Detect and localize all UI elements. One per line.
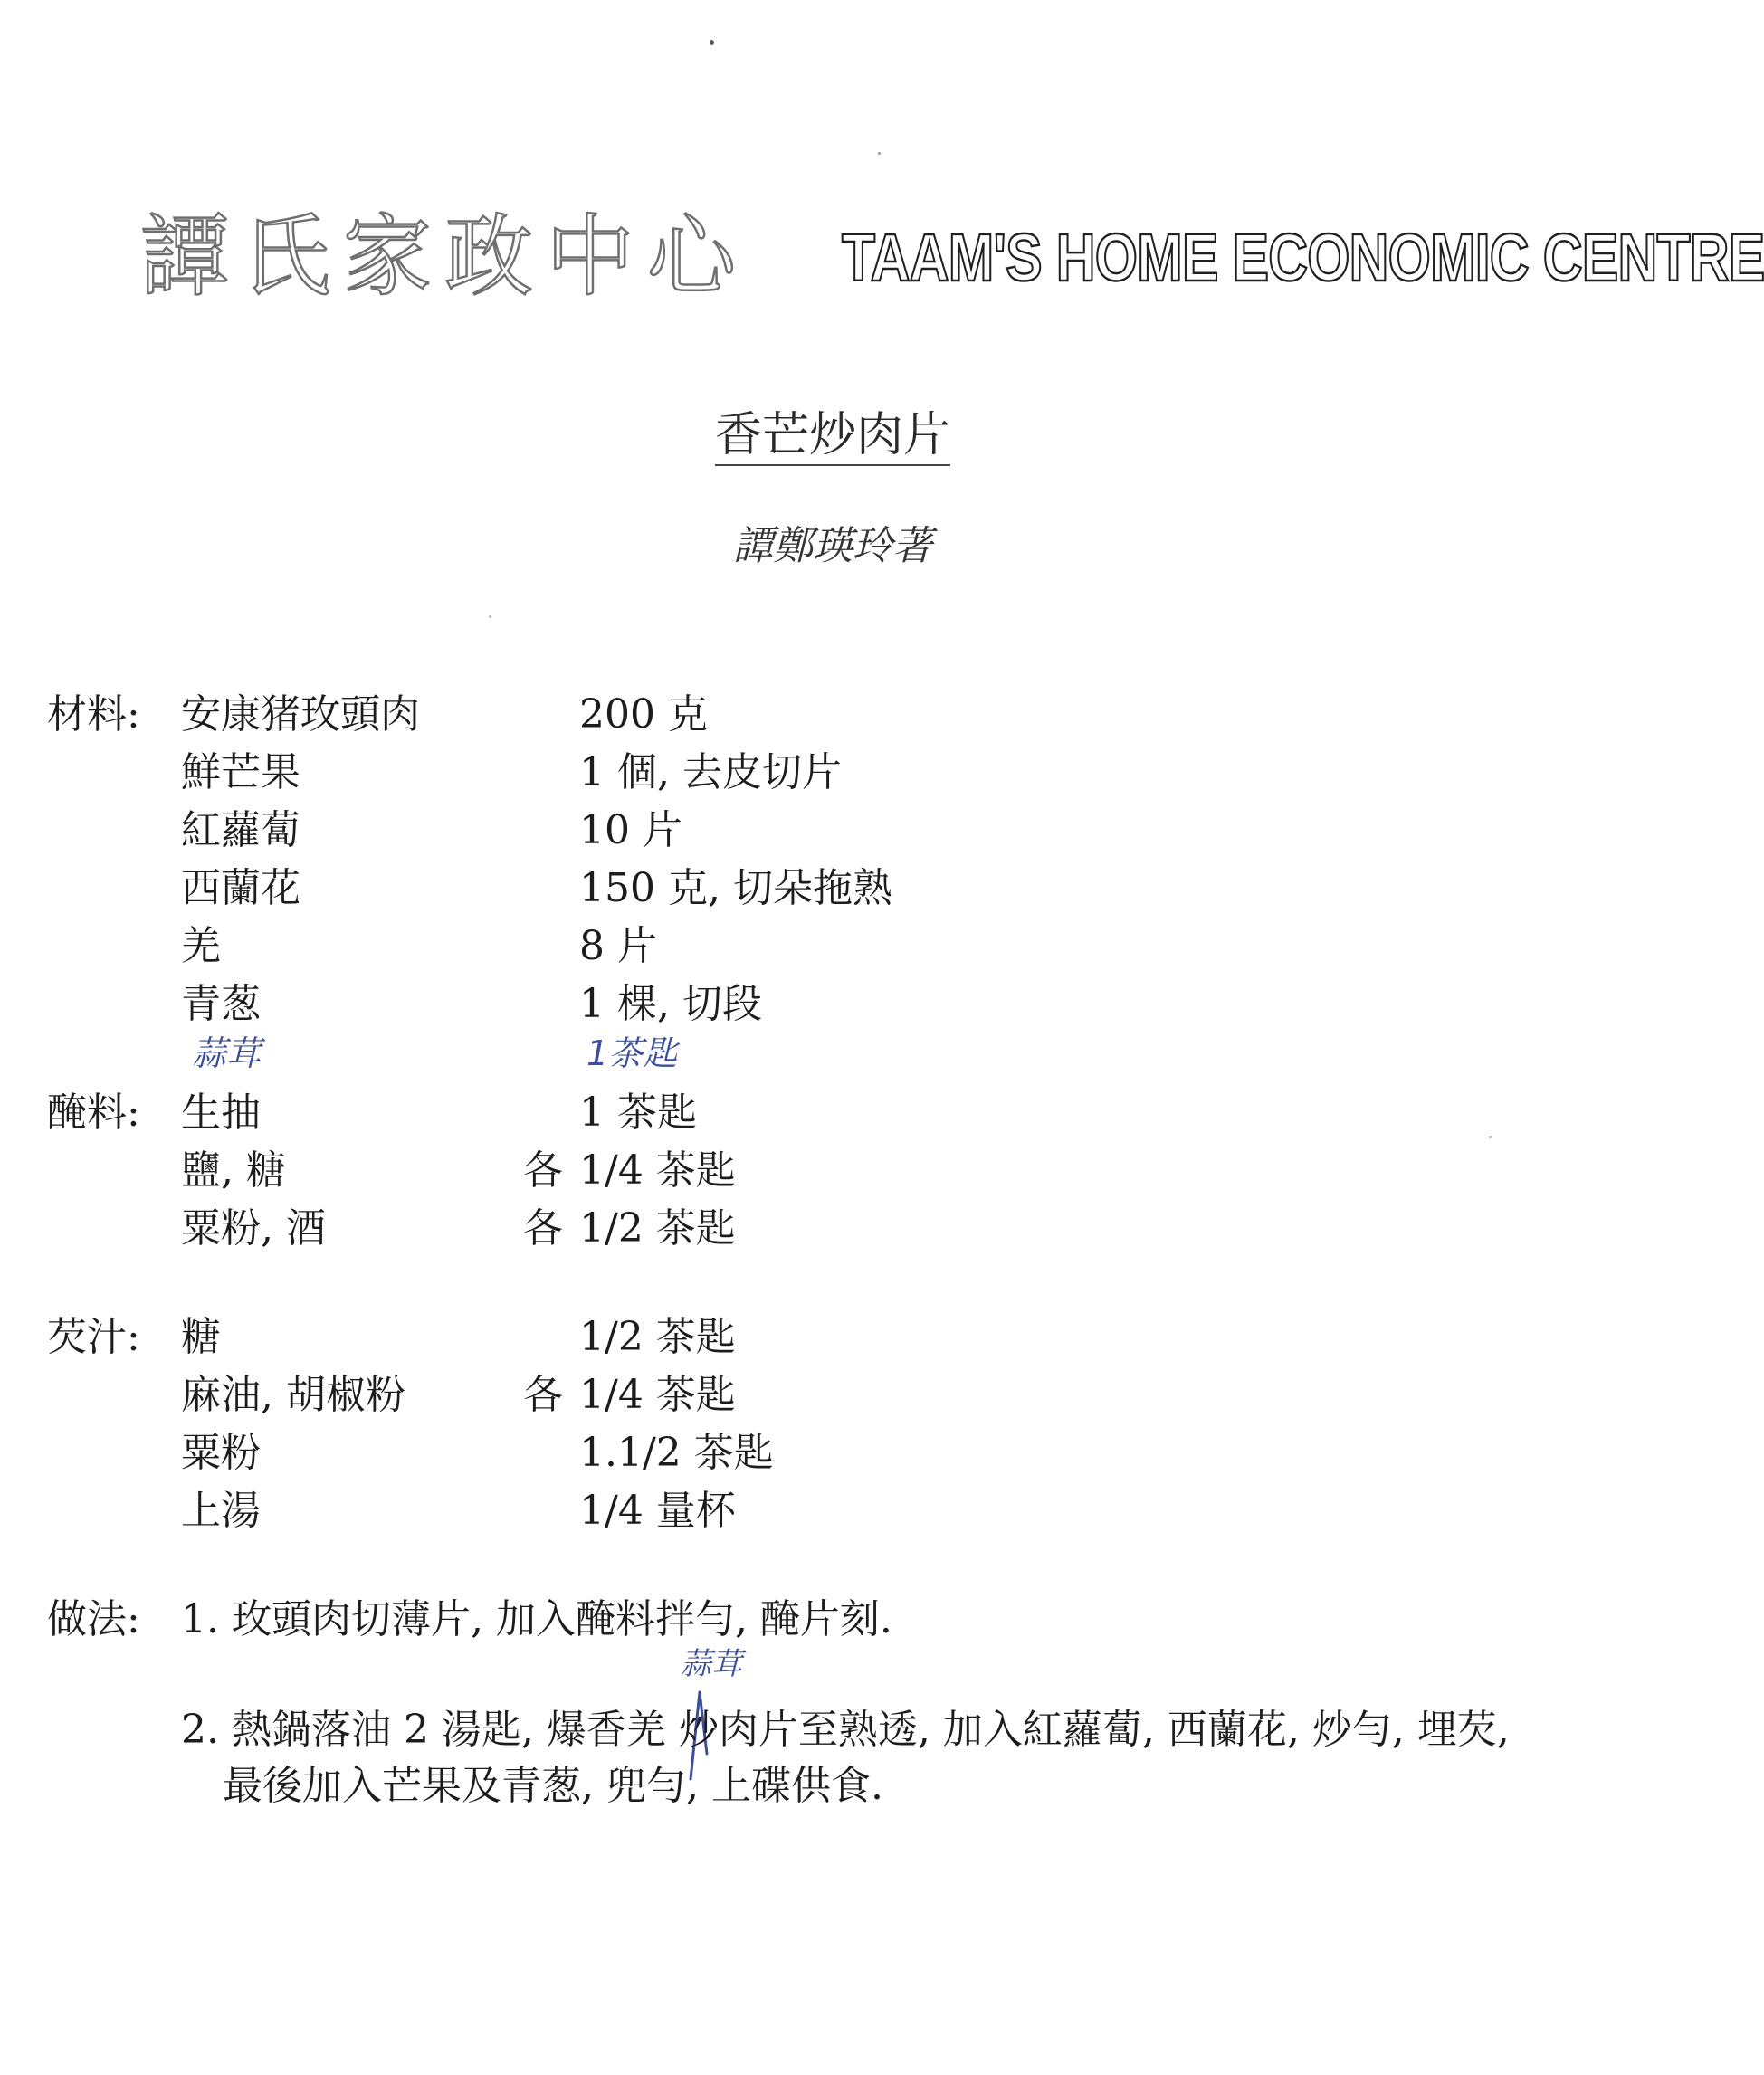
- marinade-prefix: 各: [523, 1147, 563, 1194]
- method-label: 做法:: [47, 1596, 140, 1642]
- letterhead-chinese-name: 譚氏家政中心: [140, 205, 749, 309]
- marinade-name: 粟粉, 酒: [181, 1205, 326, 1252]
- ingredient-amount: 200 克: [579, 691, 708, 738]
- ingredient-amount: 8 片: [579, 923, 657, 969]
- marinade-prefix: 各: [523, 1205, 563, 1252]
- handwritten-insertion: 蒜茸: [681, 1646, 742, 1682]
- sauce-amount: 1/4 茶匙: [579, 1372, 736, 1418]
- marinade-name: 生抽: [181, 1090, 261, 1136]
- sauce-amount: 1.1/2 茶匙: [579, 1430, 774, 1476]
- handwritten-ingredient-name: 蒜茸: [192, 1033, 262, 1073]
- ingredient-amount: 10 片: [579, 807, 682, 853]
- ingredient-amount: 1 個, 去皮切片: [579, 749, 842, 795]
- marinade-amount: 1/4 茶匙: [579, 1147, 736, 1194]
- ingredient-name: 紅蘿蔔: [181, 807, 300, 853]
- ingredients-label: 材料:: [47, 691, 140, 738]
- ingredient-amount: 1 棵, 切段: [579, 981, 762, 1027]
- marinade-label: 醃料:: [47, 1090, 140, 1136]
- recipe-title: 香芒炒肉片: [715, 412, 950, 466]
- ingredient-name: 羌: [181, 923, 221, 969]
- sauce-amount: 1/2 茶匙: [579, 1314, 736, 1360]
- ingredient-name: 青葱: [181, 981, 261, 1027]
- method-step-2-continued: 最後加入芒果及青葱, 兜勻, 上碟供食.: [223, 1763, 883, 1809]
- ingredient-amount: 150 克, 切朵拖熟: [579, 865, 892, 911]
- marinade-name: 鹽, 糖: [181, 1147, 286, 1194]
- handwritten-ingredient-amount: 1茶匙: [586, 1033, 678, 1073]
- sauce-label: 芡汁:: [47, 1314, 140, 1360]
- marinade-amount: 1 茶匙: [579, 1090, 697, 1136]
- scan-speck: [878, 152, 881, 155]
- ingredient-name: 安康猪玫頭肉: [181, 691, 420, 738]
- sauce-name: 糖: [181, 1314, 221, 1360]
- ingredient-name: 西蘭花: [181, 865, 300, 911]
- scan-speck: [710, 40, 714, 45]
- letterhead-english-name: TAAM'S HOME ECONOMIC CENTRE: [842, 220, 1764, 295]
- recipe-author: 譚鄭瑛玲著: [733, 523, 932, 569]
- sauce-prefix: 各: [523, 1372, 563, 1418]
- ingredient-name: 鮮芒果: [181, 749, 300, 795]
- scan-speck: [489, 615, 491, 618]
- marinade-amount: 1/2 茶匙: [579, 1205, 736, 1252]
- sauce-name: 粟粉: [181, 1430, 261, 1476]
- sauce-name: 上湯: [181, 1488, 261, 1534]
- scan-speck: [1489, 1136, 1492, 1138]
- sauce-name: 麻油, 胡椒粉: [181, 1372, 405, 1418]
- sauce-amount: 1/4 量杯: [579, 1488, 736, 1534]
- method-step-1: 1. 玫頭肉切薄片, 加入醃料拌勻, 醃片刻.: [181, 1596, 892, 1642]
- method-step-2: 2. 熱鍋落油 2 湯匙, 爆香羌 炒肉片至熟透, 加入紅蘿蔔, 西蘭花, 炒勻, 埋芡,: [181, 1707, 1510, 1753]
